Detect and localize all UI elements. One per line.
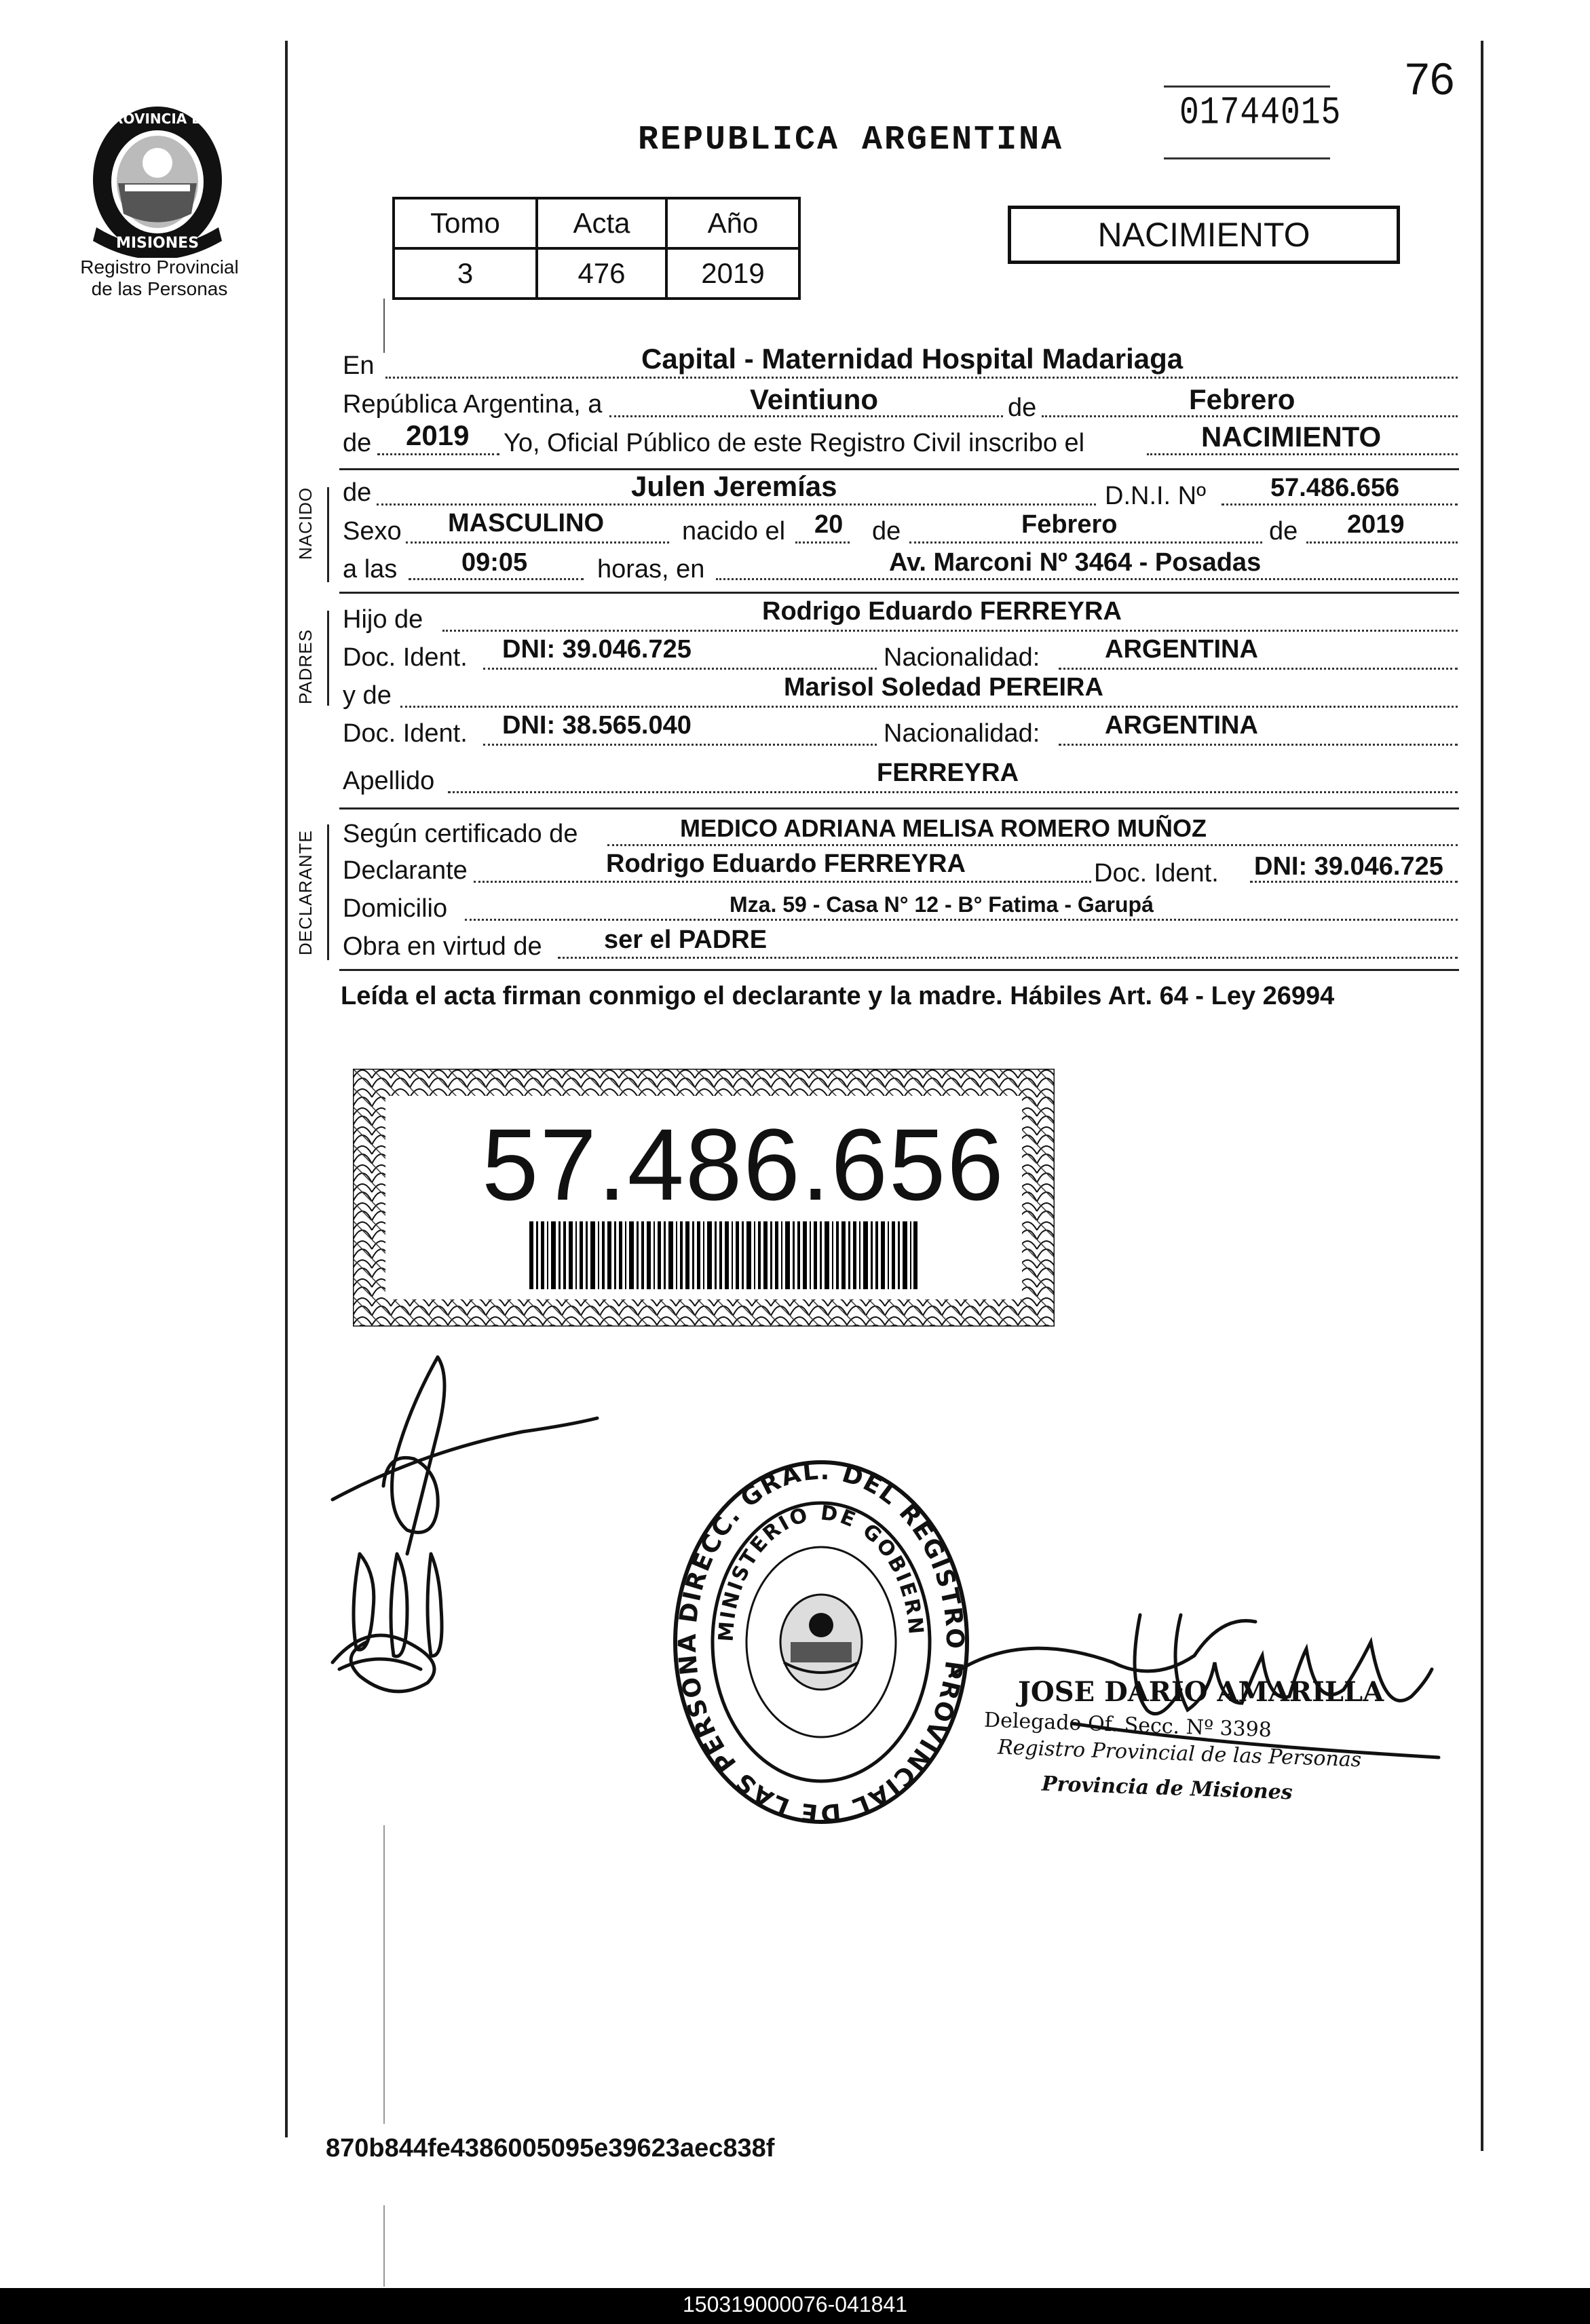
tick-mark-lower: [383, 1825, 385, 2124]
country-title: REPUBLICA ARGENTINA: [638, 121, 1064, 159]
acta-value: 476: [537, 248, 666, 299]
stamp-outer-text: DIRECC. GRAL. DEL REGISTRO PROVINCIAL DE LAS PERSONA: [673, 1459, 969, 1825]
official-title: Delegado Of. Secc. Nº 3398: [983, 1708, 1272, 1742]
en-label: En: [343, 351, 375, 380]
declarante-side-label: DECLARANTE: [295, 830, 316, 955]
id-number: 57.486.656: [482, 1107, 1005, 1221]
page-number: 76: [1405, 54, 1455, 104]
birthday-dots: [795, 541, 850, 544]
padres-bracket: [327, 611, 329, 706]
decl-doc-label: Doc. Ident.: [1094, 859, 1219, 888]
father-nat-dots: [1059, 668, 1458, 670]
svg-text:PROVINCIA DE: PROVINCIA DE: [102, 111, 212, 127]
stamp-emblem-icon: [780, 1595, 862, 1690]
year-dots: [377, 453, 499, 455]
a-las-label: a las: [343, 555, 398, 584]
footer-id: 150319000076-041841: [683, 2292, 907, 2317]
province-logo: [76, 102, 239, 261]
stamp-inner-text: MINISTERIO DE GOBIERN: [714, 1501, 928, 1643]
barcode-icon: [529, 1221, 917, 1289]
yo-text: Yo, Oficial Público de este Registro Civil inscribo el: [504, 429, 1085, 457]
birth-month: Febrero: [1021, 510, 1118, 539]
birth-day: 20: [814, 510, 844, 539]
document-hash: 870b844fe4386005095e39623aec838f: [326, 2134, 775, 2163]
father-dots: [442, 630, 1458, 632]
section-rule-3: [339, 807, 1459, 809]
y-de-label: y de: [343, 681, 392, 710]
official-province: Provincia de Misiones: [1041, 1772, 1293, 1805]
certificado-label: Según certificado de: [343, 820, 578, 848]
dni-dots: [1222, 503, 1458, 506]
child-name: Julen Jeremías: [631, 470, 837, 502]
sexo-dots: [406, 541, 669, 544]
serial-bottom-rule: [1164, 157, 1330, 159]
declarante-label: Declarante: [343, 856, 468, 885]
domicilio-value: Mza. 59 - Casa N° 12 - B° Fatima - Garupá: [730, 892, 1154, 917]
nacido-el-label: nacido el: [682, 517, 786, 546]
father-nationality: ARGENTINA: [1105, 635, 1258, 664]
apellido-label: Apellido: [343, 767, 435, 795]
ano-header: Año: [666, 198, 799, 248]
mother-nationality: ARGENTINA: [1105, 711, 1258, 740]
hora-value: 09:05: [461, 548, 528, 577]
certificado-dots: [607, 844, 1458, 846]
tomo-header: Tomo: [394, 198, 537, 248]
apellido-value: FERREYRA: [877, 759, 1019, 787]
official-registry: Registro Provincial de las Personas: [997, 1735, 1362, 1772]
official-name: JOSE DARIO AMARILLA: [1018, 1676, 1384, 1708]
birth-de-label: de: [872, 517, 901, 546]
section-rule-2: [339, 592, 1459, 594]
birthmonth-dots: [909, 541, 1262, 544]
official-stamp: [668, 1459, 974, 1825]
tick-mark-bottom: [383, 2205, 385, 2287]
sexo-value: MASCULINO: [448, 509, 605, 537]
inscribe-value: NACIMIENTO: [1201, 421, 1382, 453]
year-value: 2019: [406, 419, 470, 451]
declarante-value: Rodrigo Eduardo FERREYRA: [606, 850, 966, 878]
horas-en-label: horas, en: [597, 555, 705, 584]
inscribe-dots: [1147, 453, 1458, 455]
padres-side-label: PADRES: [295, 629, 316, 704]
domicilio-label: Domicilio: [343, 894, 448, 923]
birthyear-dots: [1306, 541, 1458, 544]
father-name: Rodrigo Eduardo FERREYRA: [762, 597, 1122, 626]
serial-top-rule: [1164, 85, 1330, 88]
tomo-value: 3: [394, 248, 537, 299]
name-de-label: de: [343, 478, 372, 507]
apellido-dots: [448, 791, 1458, 793]
father-doc-dots: [483, 668, 877, 670]
month-value: Febrero: [1189, 383, 1295, 415]
mother-dots: [400, 706, 1458, 708]
svg-text:MISIONES: MISIONES: [115, 235, 200, 252]
reading-note: Leída el acta firman conmigo el declarante y la madre. Hábiles Art. 64 - Ley 26994: [341, 982, 1335, 1010]
hora-dots: [409, 578, 584, 580]
hijo-de-label: Hijo de: [343, 605, 423, 634]
record-table: [392, 197, 801, 300]
child-dni: 57.486.656: [1270, 474, 1400, 502]
mother-name: Marisol Soledad PEREIRA: [784, 673, 1103, 702]
en-dots: [385, 377, 1458, 379]
obra-dots: [558, 957, 1458, 959]
republica-label: República Argentina, a: [343, 390, 603, 419]
birth-year: 2019: [1347, 510, 1405, 539]
obra-value: ser el PADRE: [604, 926, 768, 954]
father-doc: DNI: 39.046.725: [502, 635, 692, 664]
acta-header: Acta: [537, 198, 666, 248]
lugar-value: Av. Marconi Nº 3464 - Posadas: [889, 548, 1262, 577]
obra-label: Obra en virtud de: [343, 932, 542, 961]
dni-label: D.N.I. Nº: [1105, 482, 1206, 510]
nacido-bracket: [327, 487, 329, 582]
left-margin-line: [285, 41, 288, 2137]
sexo-label: Sexo: [343, 517, 402, 546]
name-dots: [377, 503, 1096, 506]
month-de-label: de: [1008, 394, 1037, 422]
right-margin-line: [1481, 41, 1483, 2151]
registry-caption: Registro Provincial de las Personas: [80, 256, 239, 299]
birth-de2-label: de: [1269, 517, 1298, 546]
year-de-label: de: [343, 429, 372, 457]
mother-doc-label: Doc. Ident.: [343, 719, 468, 748]
day-value: Veintiuno: [750, 383, 878, 415]
declarant-signature: [319, 1350, 604, 1703]
mother-doc: DNI: 38.565.040: [502, 711, 692, 740]
mother-nat-label: Nacionalidad:: [884, 719, 1040, 748]
declarante-bracket: [327, 824, 329, 960]
decl-doc-value: DNI: 39.046.725: [1254, 852, 1443, 881]
serial-number: 01744015: [1179, 91, 1342, 136]
section-rule-4: [339, 969, 1459, 971]
certificado-value: MEDICO ADRIANA MELISA ROMERO MUÑOZ: [680, 814, 1207, 842]
en-value: Capital - Maternidad Hospital Madariaga: [641, 343, 1184, 375]
document-type-box: NACIMIENTO: [1008, 206, 1400, 264]
nacido-side-label: NACIDO: [295, 487, 316, 560]
lugar-dots: [716, 578, 1458, 580]
mother-doc-dots: [483, 744, 877, 746]
declarante-dots: [474, 881, 1091, 883]
father-doc-label: Doc. Ident.: [343, 643, 468, 672]
father-nat-label: Nacionalidad:: [884, 643, 1040, 672]
mother-nat-dots: [1059, 744, 1458, 746]
ano-value: 2019: [666, 248, 799, 299]
domicilio-dots: [465, 919, 1458, 921]
province-emblem-icon: [76, 102, 239, 258]
section-rule-1: [339, 468, 1459, 470]
tick-mark: [383, 299, 385, 353]
